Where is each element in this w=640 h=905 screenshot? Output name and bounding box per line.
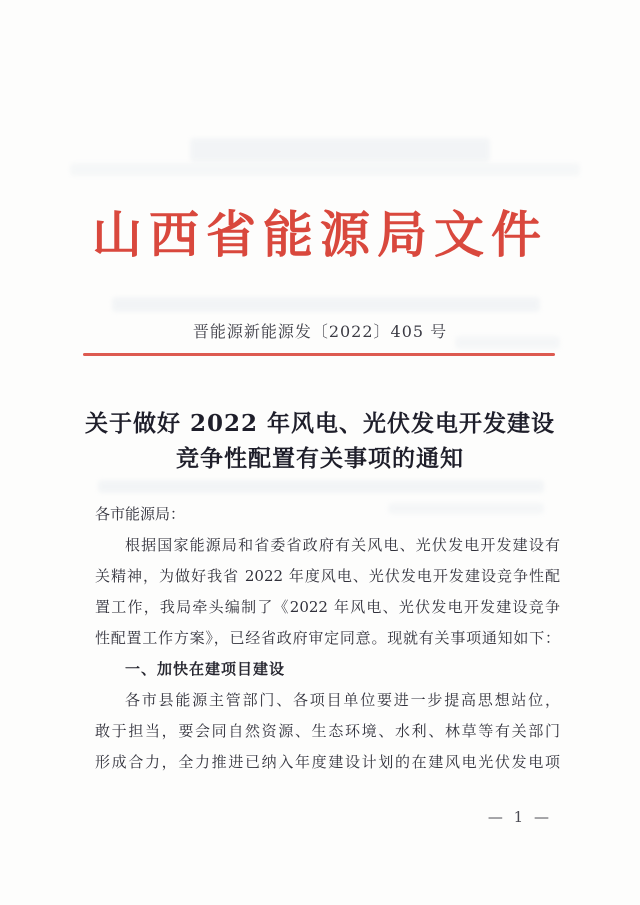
scan-bleed-artifact [190, 138, 490, 162]
scan-bleed-artifact [112, 297, 540, 312]
agency-header-title: 山西省能源局文件 [92, 205, 548, 264]
section-heading: 一、加快在建项目建设 [125, 660, 286, 678]
body-line: 形成合力，全力推进已纳入年度建设计划的在建风电光伏发电项 [95, 753, 560, 771]
body-line: 各市县能源主管部门、各项目单位要进一步提高思想站位， [125, 691, 560, 709]
body-line: 置工作，我局牵头编制了《2022 年风电、光伏发电开发建设竞争 [95, 598, 560, 616]
body-line: 性配置工作方案》，已经省政府审定同意。现就有关事项通知如下： [95, 629, 560, 647]
document-title-line1: 关于做好 2022 年风电、光伏发电开发建设 [84, 410, 556, 437]
body-line: 关精神，为做好我省 2022 年度风电、光伏发电开发建设竞争性配 [95, 567, 560, 585]
body-line: 根据国家能源局和省委省政府有关风电、光伏发电开发建设有 [125, 536, 560, 554]
page-number: — 1 — [487, 808, 552, 826]
doc-number: 晋能源新能源发〔2022〕405 号 [192, 322, 448, 341]
document-title-line2: 竞争性配置有关事项的通知 [176, 445, 464, 472]
document-body [95, 499, 560, 778]
salutation: 各市能源局： [95, 505, 186, 523]
header-divider-rule [83, 353, 555, 356]
scan-bleed-artifact [98, 480, 544, 493]
body-line: 敢于担当，要会同自然资源、生态环境、水利、林草等有关部门 [95, 722, 560, 740]
scan-bleed-artifact [70, 163, 580, 176]
document-title [0, 406, 640, 476]
